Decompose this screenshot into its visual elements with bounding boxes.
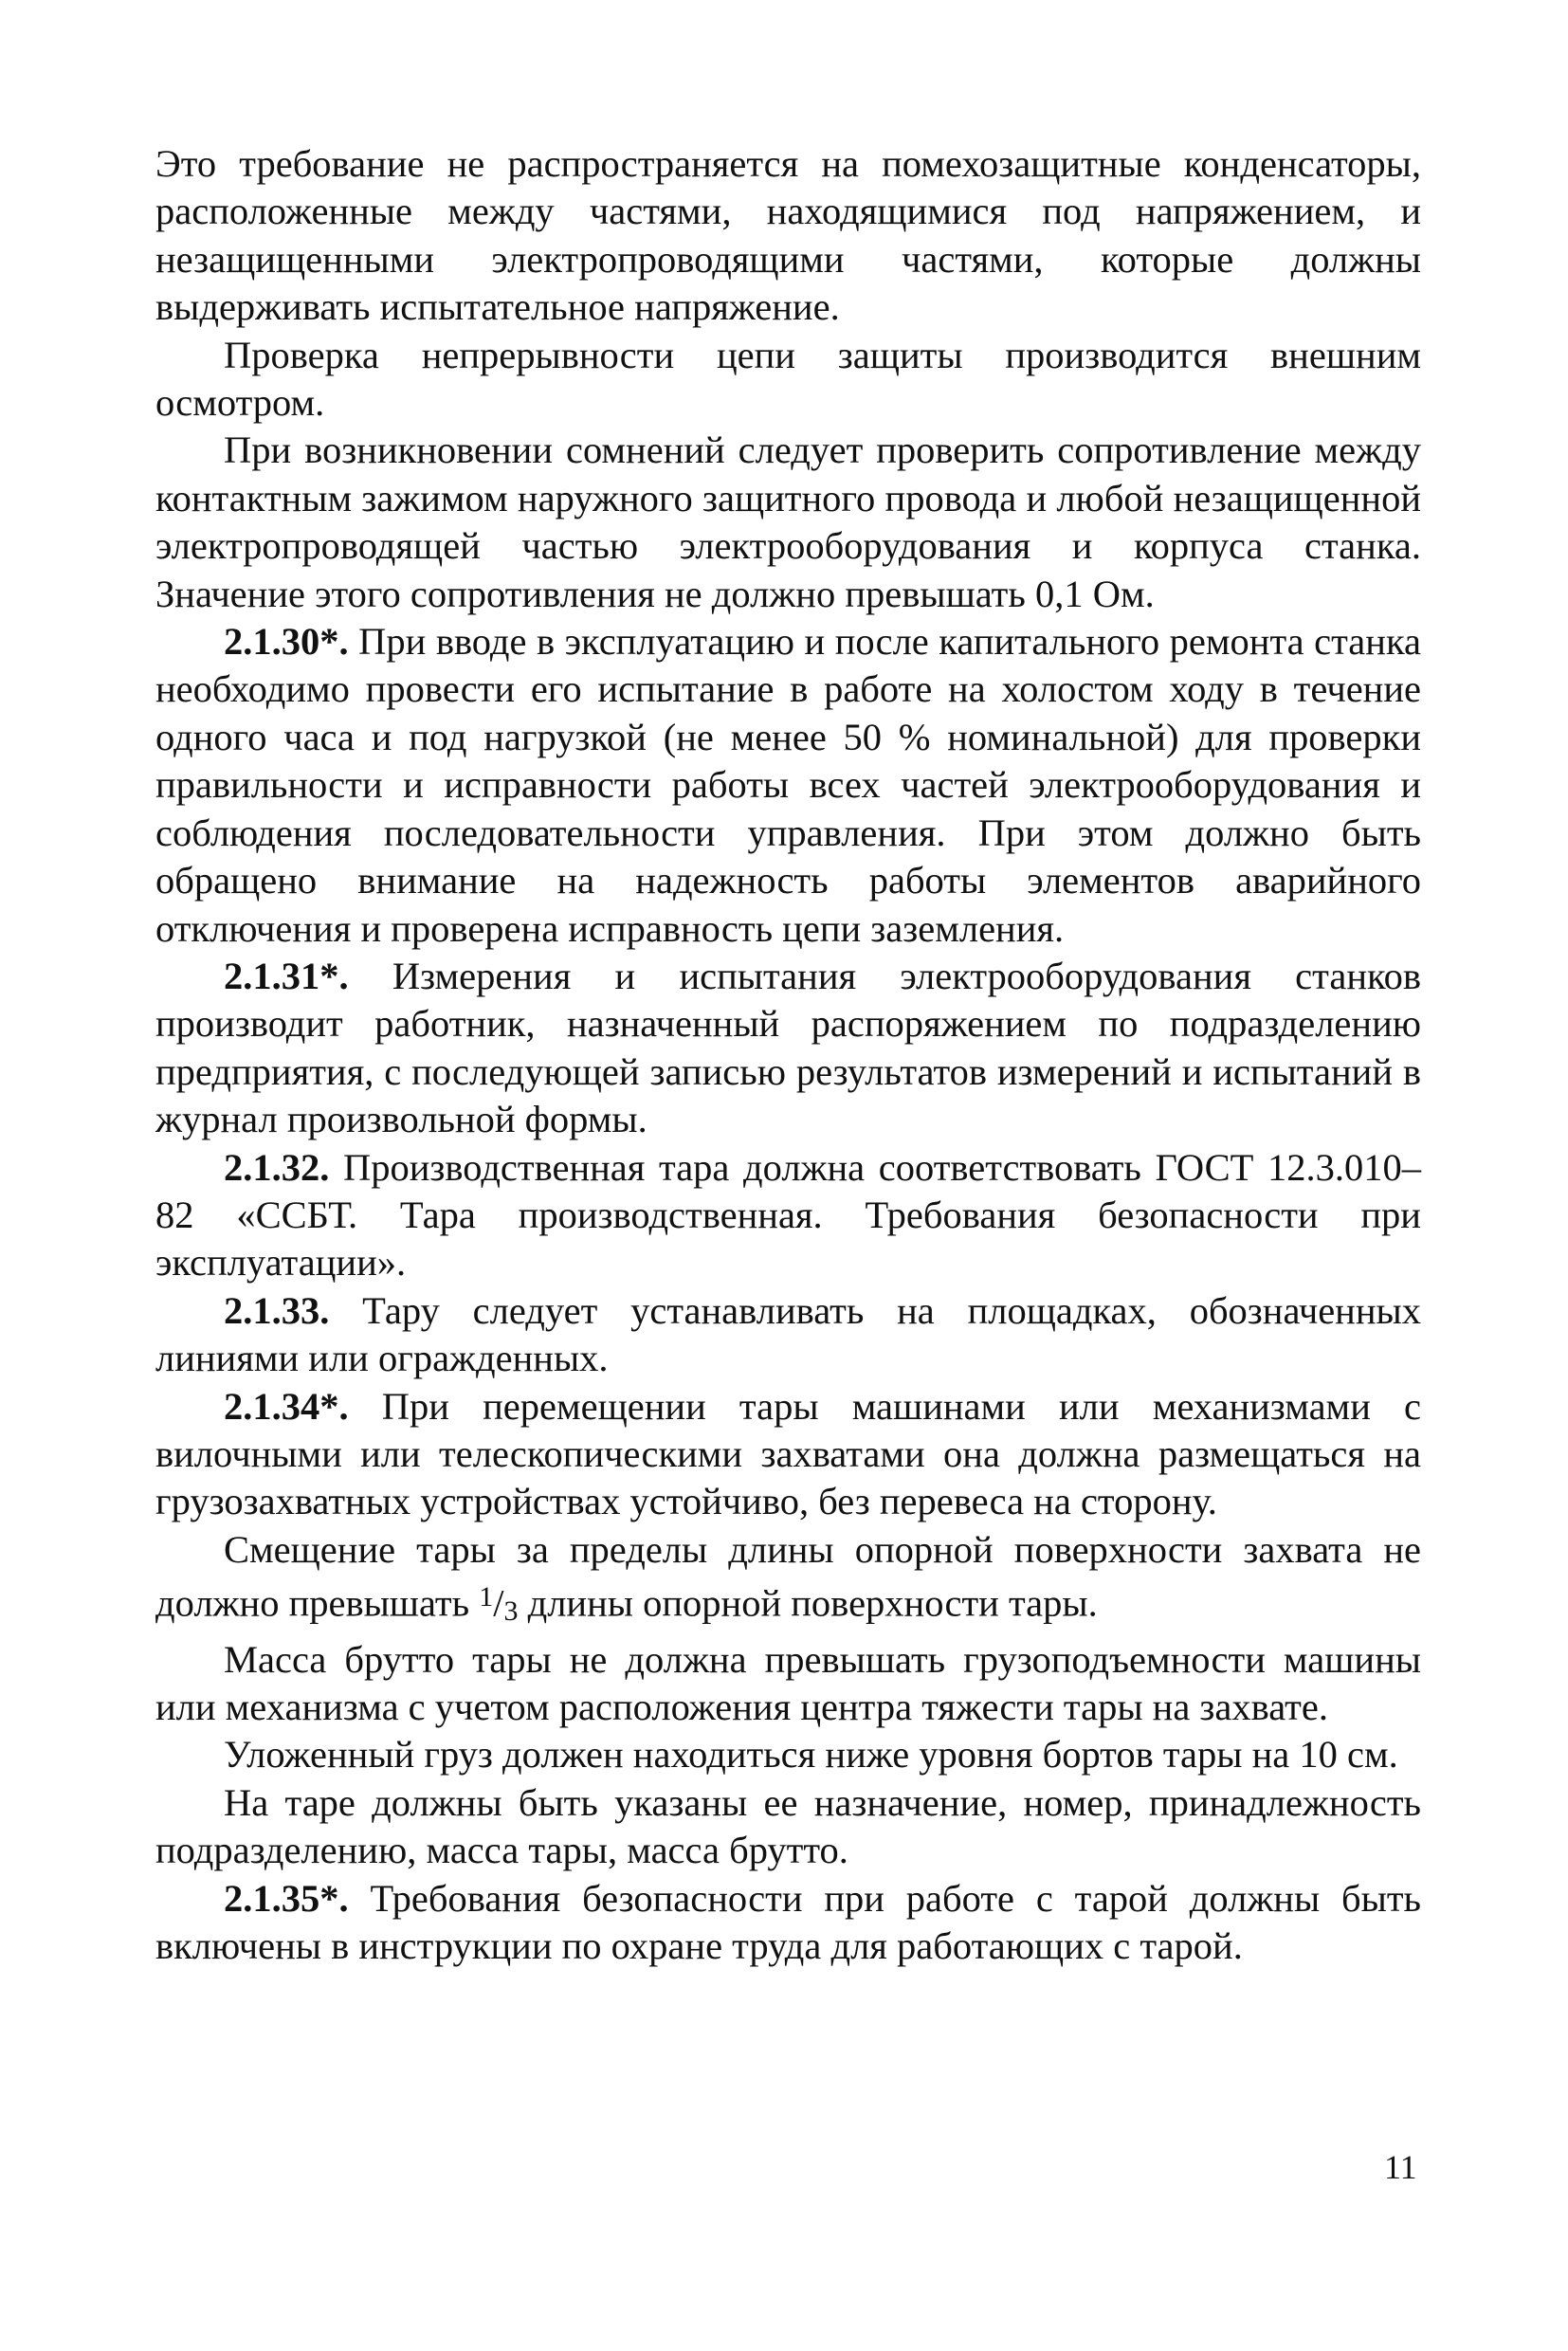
clause-2-1-33 [155,1287,1421,1383]
clause-text: Измерения и испытания электрооборудования станков производит работник, назначенный распоряжением по подразделению предприятия, с последующей записью результатов измерений и испытаний в журнал произвольной формы. [155,954,1421,1141]
paragraph-3 [155,427,1421,618]
paragraph-offset-after: длины опорной поверхности тары. [518,1581,1098,1625]
clause-2-1-34 [155,1383,1421,1526]
clause-2-1-32 [155,1144,1421,1287]
clause-number: 2.1.31*. [224,954,349,997]
paragraph-offset-text: Смещение тары за пределы длины опорной поверхности захвата не должно превышать [155,1527,1421,1625]
clause-number: 2.1.33. [224,1288,330,1332]
fraction-denominator: 3 [503,1595,519,1628]
paragraph-gross-mass-text: Масса брутто тары не должна превышать грузоподъемности машины или механизма с учетом расположения центра тяжести тары на захвате. [155,1637,1421,1728]
paragraph-3-text: При возникновении сомнений следует проверить сопротивление между контактным зажимом наружного защитного провода и любой незащищенной электропроводящей частью электрооборудования и корпуса станка. Значение этого сопротивления не должно превышать 0,1 Ом. [155,428,1421,615]
paragraph-load-level-text: Уложенный груз должен находиться ниже уровня бортов тары на 10 см. [224,1733,1398,1777]
fraction-numerator: 1 [479,1581,494,1613]
paragraph-labeling [155,1779,1421,1875]
clause-text: При перемещении тары машинами или механизмами с вилочными или телескопическими захватами она должна размещаться на грузозахватных устройствах устойчиво, без перевеса на сторону. [155,1384,1421,1523]
clause-text: Требования безопасности при работе с тарой должны быть включены в инструкции по охране труда для работающих с тарой. [155,1876,1421,1968]
paragraph-1 [155,140,1421,332]
clause-number: 2.1.35*. [224,1876,349,1920]
paragraph-gross-mass [155,1636,1421,1732]
page-body [155,140,1421,1970]
clause-number: 2.1.30*. [224,620,349,664]
clause-2-1-35 [155,1875,1421,1971]
clause-number: 2.1.34*. [224,1384,349,1428]
page-number: 11 [1384,2148,1417,2186]
paragraph-2-text: Проверка непрерывности цепи защиты производится внешним осмотром. [155,333,1421,425]
paragraph-2 [155,332,1421,428]
clause-number: 2.1.32. [224,1145,330,1189]
paragraph-labeling-text: На таре должны быть указаны ее назначение, номер, принадлежность подразделению, масса тары, масса брутто. [155,1780,1421,1872]
clause-text: Производственная тара должна соответствовать ГОСТ 12.3.010–82 «ССБТ. Тара производственная. Требования безопасности при эксплуатации». [155,1145,1421,1285]
clause-text: Тару следует устанавливать на площадках, обозначенных линиями или огражденных. [155,1288,1421,1380]
paragraph-1-text: Это требование не распространяется на помехозащитные конденсаторы, расположенные между частями, находящимися под напряжением, и незащищенными электропроводящими частями, которые должны выдерживать испытательное напряжение. [155,142,1421,329]
clause-2-1-31 [155,953,1421,1144]
paragraph-load-level [155,1731,1421,1778]
clause-text: При вводе в эксплуатацию и после капитального ремонта станка необходимо провести его испытание в работе на холостом ходу в течение одного часа и под нагрузкой (не менее 50 % номинальной) для проверки правильности и исправности работы всех частей электрооборудования и соблюдения последовательности управления. При этом должно быть обращено внимание на надежность работы элементов аварийного отключения и проверена исправность цепи заземления. [155,620,1421,950]
clause-2-1-30 [155,618,1421,953]
paragraph-offset: Смещение тары за пределы длины опорной поверхности захвата не должно превышать $^1$/3 длины опорной поверхности тары. [155,1527,1421,1628]
